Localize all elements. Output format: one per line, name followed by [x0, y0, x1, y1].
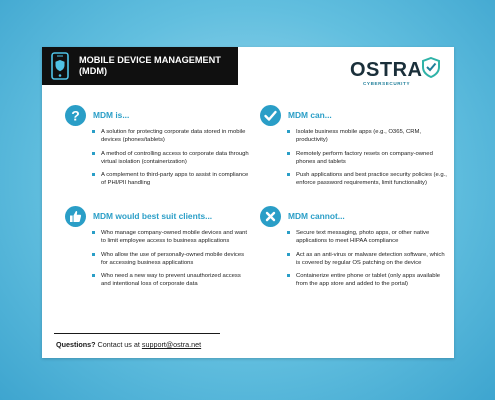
- footer-contact-text: Contact us at: [95, 340, 142, 349]
- bullet: [92, 152, 95, 155]
- bullet: [287, 130, 290, 133]
- list-item: Isolate business mobile apps (e.g., O365, CRM, productivity): [287, 128, 447, 144]
- question-icon: [65, 105, 86, 126]
- list-item: Containerize entire phone or tablet (only apps available from the app store and added to the portal): [287, 272, 447, 288]
- mobile-phone-shield-icon: [51, 52, 69, 80]
- bullet: [92, 274, 95, 277]
- bullet: [92, 231, 95, 234]
- bullet: [287, 274, 290, 277]
- ostra-logo: [350, 55, 440, 89]
- bullet: [287, 173, 290, 176]
- brand-name: OSTRA: [350, 59, 423, 81]
- title-banner: [42, 47, 238, 85]
- list-item: Act as an anti-virus or malware detection software, which is covered by regular OS patching on the device: [287, 251, 447, 267]
- section-title: MDM would best suit clients...: [93, 211, 213, 221]
- shield-check-icon: [422, 57, 440, 78]
- bullet: [92, 253, 95, 256]
- brand-tagline: CYBERSECURITY: [363, 81, 411, 86]
- svg-text:?: ?: [71, 107, 80, 124]
- section-title: MDM cannot...: [288, 211, 345, 221]
- footer-question: Questions?: [56, 340, 96, 349]
- list-item: Who manage company-owned mobile devices and want to limit employee access to business applications: [92, 229, 252, 245]
- list-item: Remotely perform factory resets on company-owned phones and tablets: [287, 150, 447, 166]
- bullet: [92, 173, 95, 176]
- bullet: [287, 231, 290, 234]
- section-title: MDM is...: [93, 110, 130, 120]
- list-item: Secure text messaging, photo apps, or other native applications to meet HIPAA compliance: [287, 229, 447, 245]
- thumbs-up-icon: [65, 206, 86, 227]
- bullet: [287, 152, 290, 155]
- support-email-link[interactable]: support@ostra.net: [141, 340, 202, 349]
- list-item: Push applications and best practice security policies (e.g., enforce password requirements, limit functionality): [287, 171, 447, 187]
- info-sheet-card: [42, 47, 454, 358]
- bullet: [287, 253, 290, 256]
- section-title: MDM can...: [288, 110, 332, 120]
- page-title: MOBILE DEVICE MANAGEMENT (MDM): [79, 55, 221, 76]
- footer-divider: [54, 333, 220, 334]
- bullet: [92, 130, 95, 133]
- x-icon: [260, 206, 281, 227]
- list-item: A solution for protecting corporate data stored in mobile devices (phones/tablets): [92, 128, 254, 144]
- list-item: Who allow the use of personally-owned mobile devices for accessing business applications: [92, 251, 252, 267]
- footer-contact: [56, 340, 201, 349]
- list-item: Who need a new way to prevent unauthorized access and intentional loss of corporate data: [92, 272, 252, 288]
- checkmark-icon: [260, 105, 281, 126]
- list-item: A complement to third-party apps to assist in compliance of PHI/PII handling: [92, 171, 254, 187]
- list-item: A method of controlling access to corporate data through virtual isolation (containerization): [92, 150, 254, 166]
